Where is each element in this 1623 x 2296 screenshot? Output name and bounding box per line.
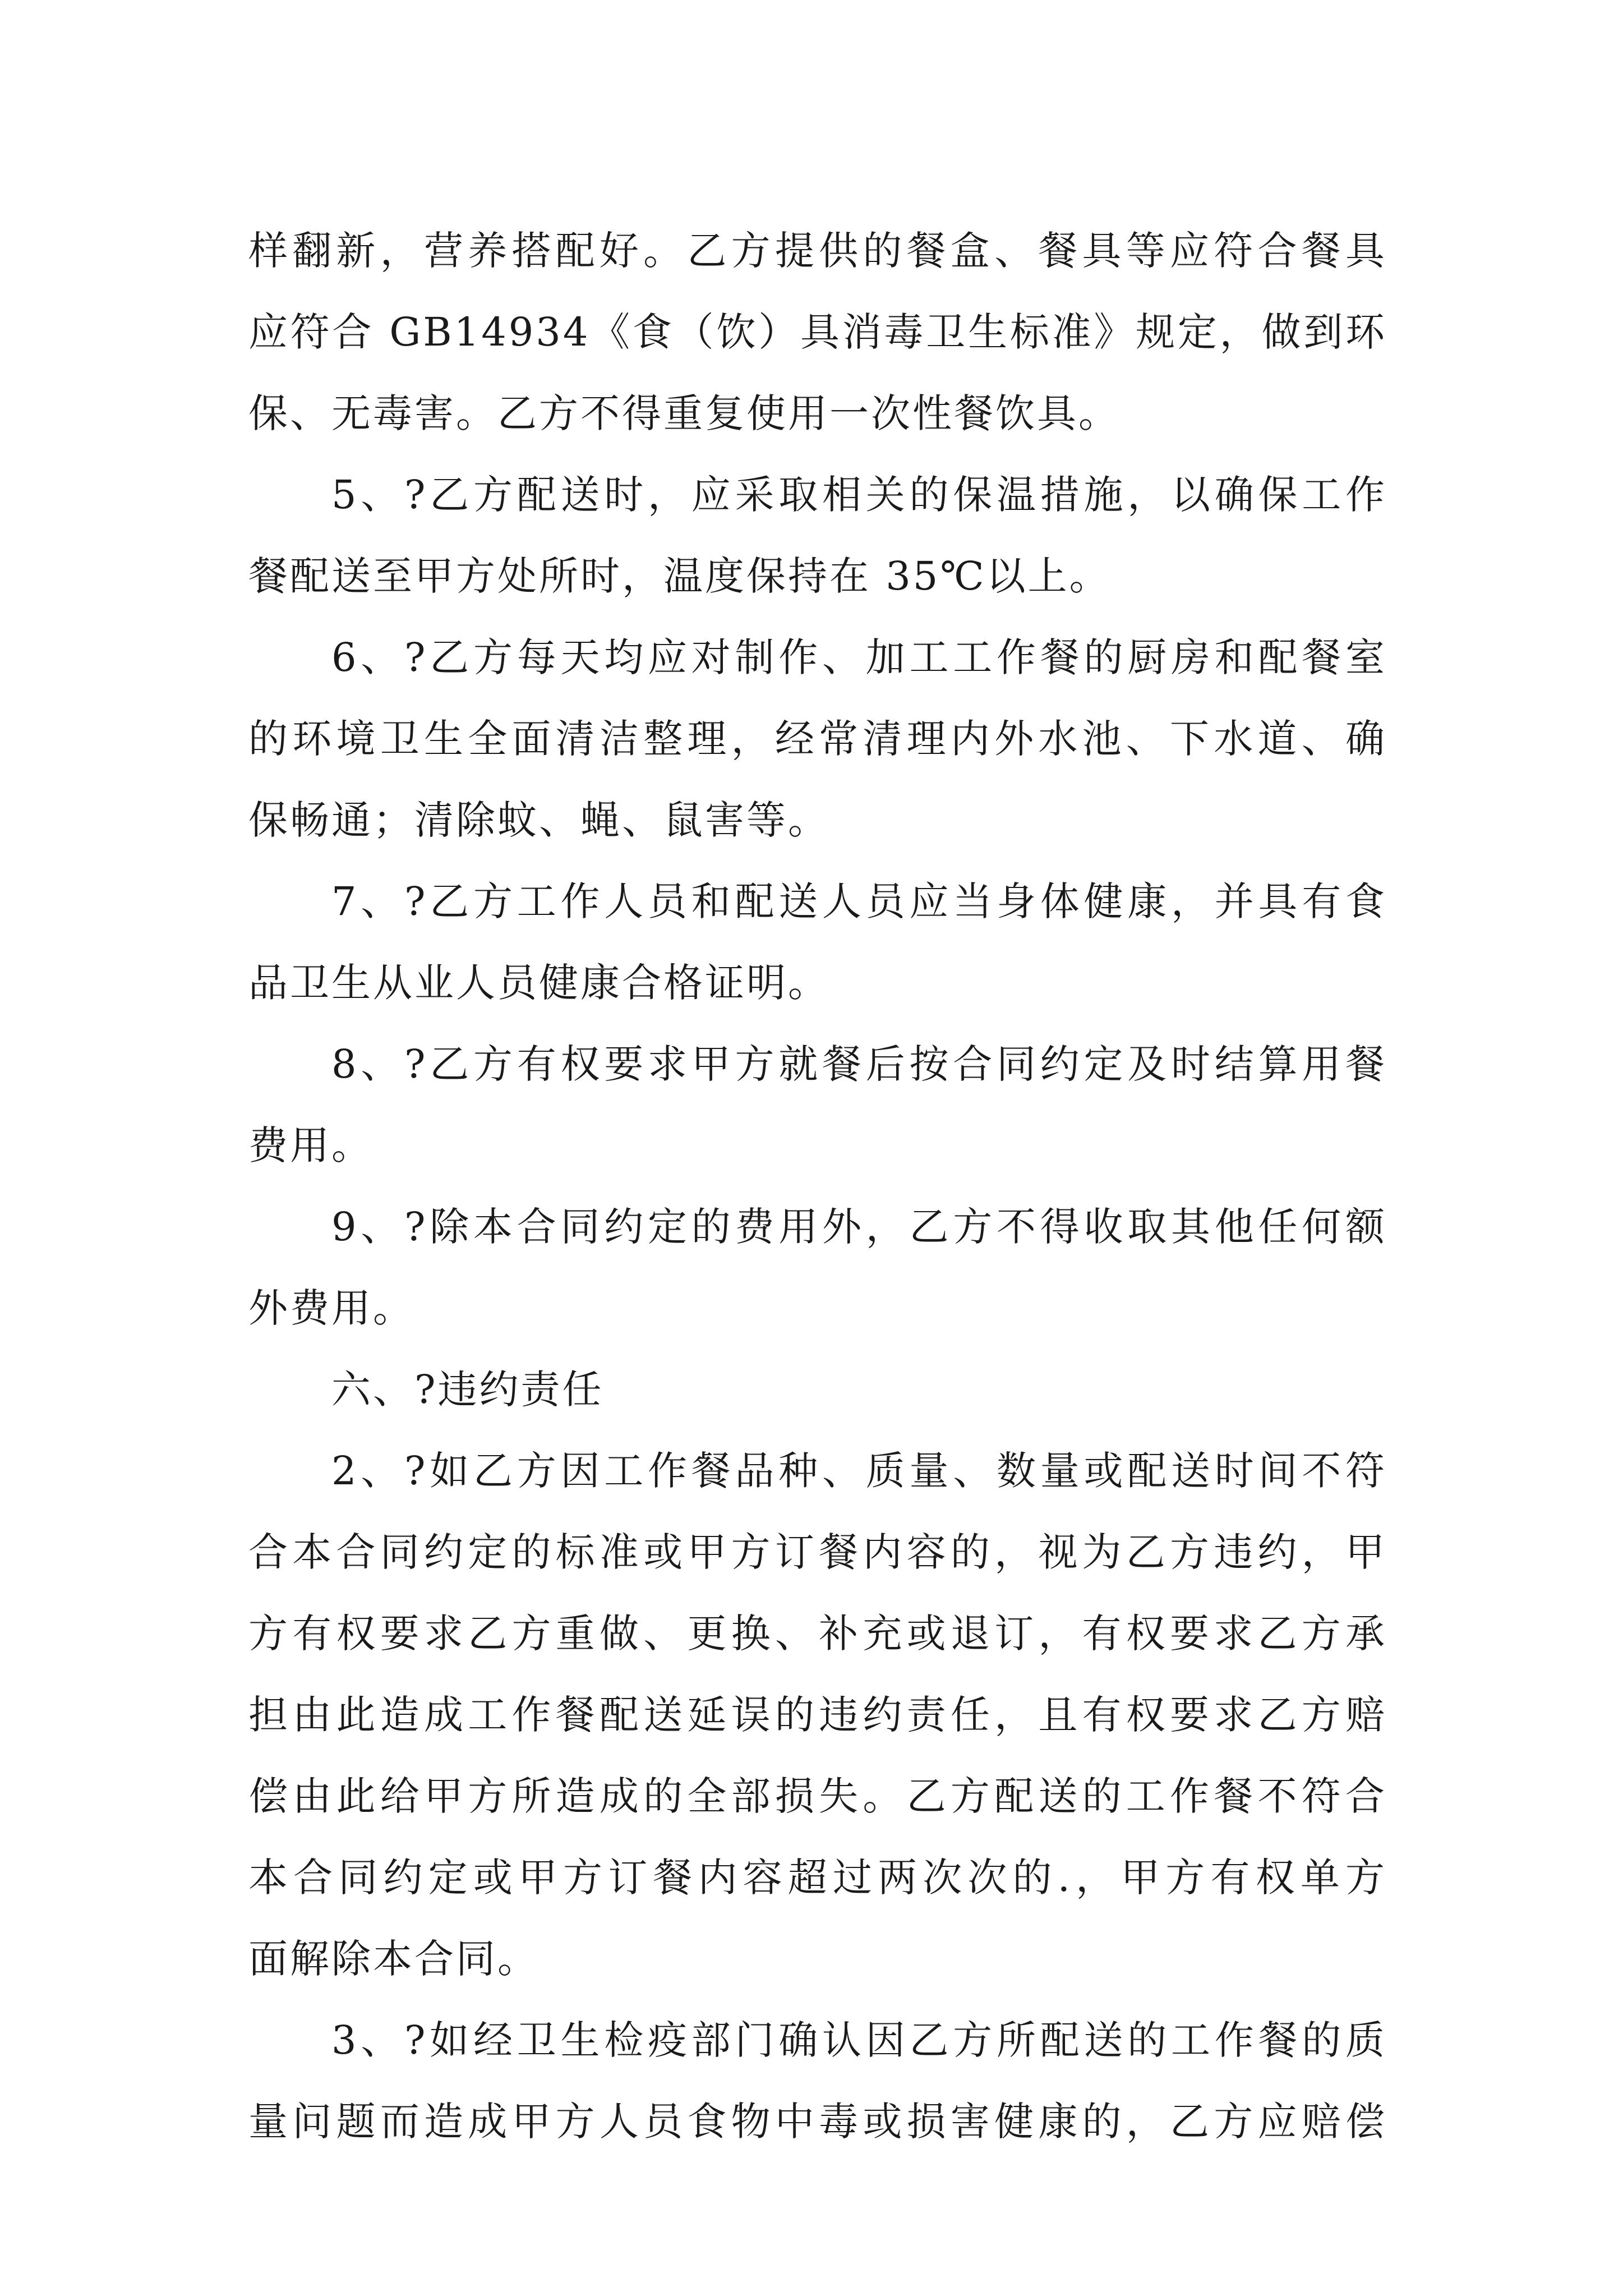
text-line: 保、无毒害。乙方不得重复使用一次性餐饮具。 [248,390,1120,436]
paragraph-clause-6 [248,617,1387,861]
text-line: 面解除本合同。 [248,1936,539,1982]
paragraph-clause-9 [248,1186,1387,1349]
text-line: 六、?违约责任 [331,1366,604,1412]
paragraph-clause-8 [248,1024,1387,1186]
text-line: 担由此造成工作餐配送延误的违约责任，且有权要求乙方赔 [248,1692,1387,1738]
text-line: 餐配送至甲方处所时，温度保持在 35℃以上。 [248,553,1111,599]
paragraph-clause-7 [248,861,1387,1024]
text-line: 3、?如经卫生检疫部门确认因乙方所配送的工作餐的质 [331,2017,1387,2063]
text-line: 5、?乙方配送时，应采取相关的保温措施，以确保工作 [331,472,1387,518]
section-heading-breach-liability [248,1349,1387,1430]
text-line: 方有权要求乙方重做、更换、补充或退订，有权要求乙方承 [248,1611,1387,1657]
text-line: 品卫生从业人员健康合格证明。 [248,960,829,1006]
text-line: 合本合同约定的标准或甲方订餐内容的，视为乙方违约，甲 [248,1529,1387,1575]
text-line: 保畅通；清除蚊、蝇、鼠害等。 [248,797,829,843]
document-body [248,210,1387,2162]
text-line: 本合同约定或甲方订餐内容超过两次次的.，甲方有权单方 [248,1855,1387,1901]
paragraph-breach-clause-3 [248,2000,1387,2162]
text-line: 外费用。 [248,1285,414,1331]
text-line: 2、?如乙方因工作餐品种、质量、数量或配送时间不符 [331,1448,1387,1494]
text-line: 量问题而造成甲方人员食物中毒或损害健康的，乙方应赔偿 [248,2099,1387,2145]
text-line: 费用。 [248,1122,373,1168]
text-line: 9、?除本合同约定的费用外，乙方不得收取其他任何额 [331,1204,1387,1250]
paragraph-tableware-standards [248,210,1387,454]
text-line: 偿由此给甲方所造成的全部损失。乙方配送的工作餐不符合 [248,1773,1387,1819]
paragraph-breach-clause-2 [248,1430,1387,2000]
paragraph-clause-5 [248,454,1387,617]
text-line: 的环境卫生全面清洁整理，经常清理内外水池、下水道、确 [248,716,1387,762]
text-line: 6、?乙方每天均应对制作、加工工作餐的厨房和配餐室 [331,634,1387,680]
text-line: 应符合 GB14934《食（饮）具消毒卫生标准》规定，做到环 [248,309,1387,355]
text-line: 样翻新，营养搭配好。乙方提供的餐盒、餐具等应符合餐具 [248,228,1387,274]
text-line: 8、?乙方有权要求甲方就餐后按合同约定及时结算用餐 [331,1041,1387,1087]
text-line: 7、?乙方工作人员和配送人员应当身体健康，并具有食 [331,878,1387,924]
